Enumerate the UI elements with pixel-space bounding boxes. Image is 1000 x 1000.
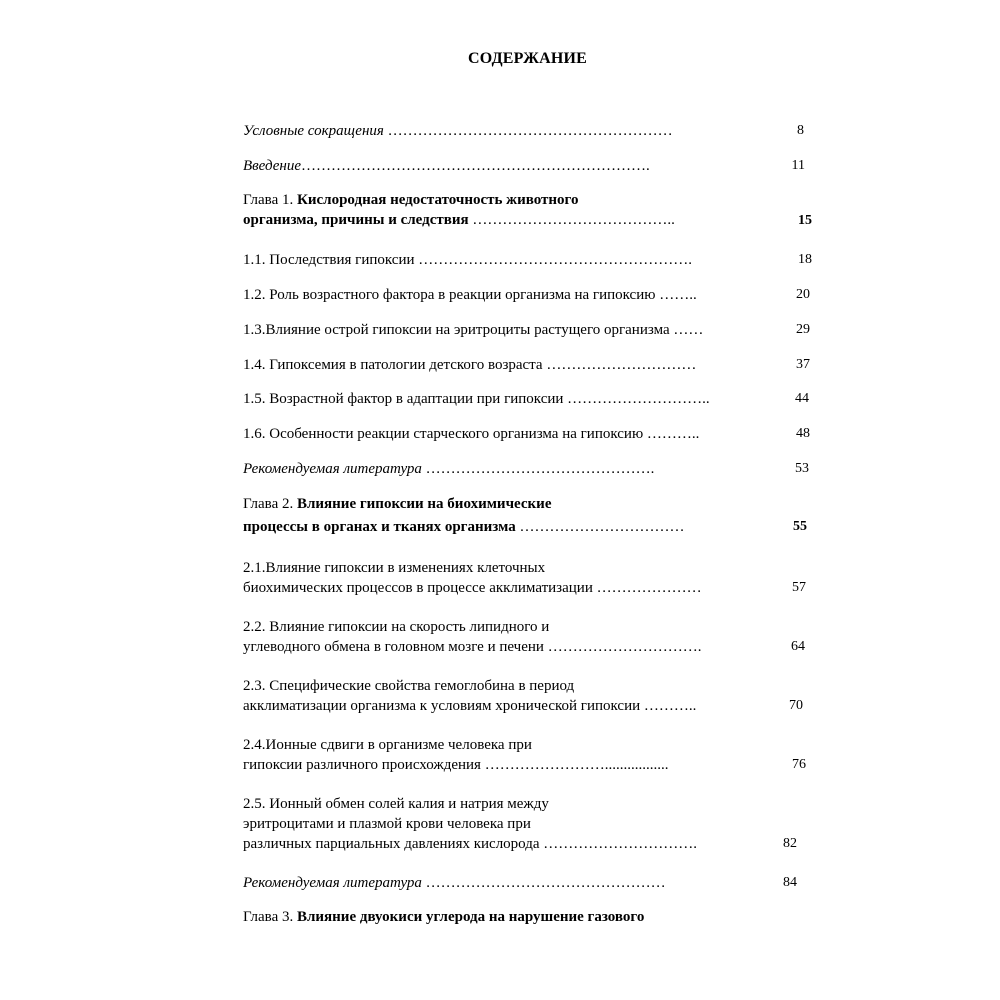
toc-entry-1-1 (243, 250, 692, 270)
toc-leader-dots: ………………………………………… (421, 875, 666, 891)
toc-entry-chapter-1 (243, 190, 675, 230)
toc-leader-dots: ………………………………………………. (414, 252, 692, 268)
toc-leader-dots: …………………………. (539, 836, 698, 852)
toc-entry-label-line-2: биохимических процессов в процессе акклиматизации (243, 580, 593, 596)
chapter-title-line-1: Кислородная недостаточность животного (296, 192, 579, 208)
toc-entry-1-3 (243, 320, 703, 340)
toc-entry-label: Рекомендуемая литература (243, 461, 422, 477)
toc-entry-label-line-1: 2.2. Влияние гипоксии на скорость липидного и (243, 619, 550, 635)
toc-entry-label-line-1: 2.3. Специфические свойства гемоглобина в период (243, 678, 575, 694)
toc-entry-label: 1.4. Гипоксемия в патологии детского возраста (243, 357, 543, 373)
toc-entry-label: 1.6. Особенности реакции старческого организма на гипоксию (243, 426, 644, 442)
toc-leader-dots: …………………………… (515, 519, 685, 535)
chapter-title-line-1: Влияние гипоксии на биохимические (296, 496, 552, 512)
toc-leader-dots: …….. (655, 287, 697, 303)
chapter-title-line-1: Влияние двуокиси углерода на нарушение газового (296, 909, 645, 925)
toc-entry-label-line-1: 2.5. Ионный обмен солей калия и натрия между (243, 796, 549, 812)
toc-leader-dots: ……….. (643, 426, 700, 442)
toc-page-number: 64 (791, 639, 805, 654)
toc-leader-dots: ……………………………………………………………. (301, 158, 650, 174)
toc-page-number: 20 (796, 287, 810, 302)
toc-entry-label: 1.5. Возрастной фактор в адаптации при гипоксии (243, 391, 564, 407)
toc-page-number: 48 (796, 426, 810, 441)
toc-entry-2-5 (243, 794, 697, 854)
toc-entry-label-line-1: 2.4.Ионные сдвиги в организме человека при (243, 737, 532, 753)
toc-leader-dots: ………………………………………. (421, 461, 655, 477)
toc-leader-dots: ………………………………………………… (383, 123, 673, 139)
toc-entry-2-2 (243, 617, 701, 657)
toc-leader-dots: ………………………………….. (468, 212, 675, 228)
toc-entry-label-line-2: акклиматизации организма к условиям хронической гипоксии (243, 698, 641, 714)
toc-entry-1-2 (243, 285, 697, 305)
toc-page-number: 37 (796, 357, 810, 372)
toc-page-number: 70 (789, 698, 803, 713)
toc-leader-dots: ………………………… (542, 357, 697, 373)
toc-page-number: 18 (798, 252, 812, 267)
toc-page-number: 55 (793, 519, 807, 534)
chapter-prefix: Глава 2. (243, 496, 297, 512)
toc-entry-label: Введение (243, 158, 301, 174)
toc-leader-dots: ………………… (592, 580, 702, 596)
toc-entry-2-3 (243, 676, 696, 716)
toc-leader-dots: …… (669, 322, 704, 338)
toc-entry-label-line-2: эритроцитами и плазмой крови человека при (243, 816, 531, 832)
page-title: СОДЕРЖАНИЕ (467, 50, 588, 67)
toc-page-number: 11 (791, 158, 805, 173)
toc-entry-label-line-2: углеводного обмена в головном мозге и печени (243, 639, 544, 655)
toc-entry-label: Условные сокращения (243, 123, 384, 139)
toc-entry-label: 1.1. Последствия гипоксии (243, 252, 415, 268)
toc-entry-label-line-2: гипоксии различного происхождения (243, 757, 481, 773)
toc-page-number: 82 (783, 836, 797, 851)
toc-entry-introduction (243, 156, 650, 176)
toc-entry-recommended-literature-2 (243, 873, 666, 893)
toc-entry-recommended-literature-1 (243, 459, 654, 479)
chapter-title-line-2: процессы в органах и тканях организма (243, 519, 516, 535)
chapter-prefix: Глава 1. (243, 192, 297, 208)
toc-entry-1-5 (243, 389, 710, 409)
toc-page-number: 53 (795, 461, 809, 476)
toc-entry-label-line-1: 2.1.Влияние гипоксии в изменениях клеточных (243, 560, 546, 576)
toc-entry-1-4 (243, 355, 696, 375)
toc-leader-dots: ……………………................. (480, 757, 669, 773)
toc-entry-label: Рекомендуемая литература (243, 875, 422, 891)
toc-leader-dots: …………………………. (543, 639, 702, 655)
toc-page-number: 8 (797, 123, 804, 138)
toc-entry-chapter-3 (243, 907, 644, 927)
toc-leader-dots: ……………………….. (563, 391, 710, 407)
toc-entry-label: 1.2. Роль возрастного фактора в реакции организма на гипоксию (243, 287, 656, 303)
toc-page-number: 15 (798, 213, 812, 228)
toc-page-number: 57 (792, 580, 806, 595)
toc-entry-2-1 (243, 558, 702, 598)
toc-leader-dots: ……….. (640, 698, 697, 714)
toc-entry-label-line-3: различных парциальных давлениях кислорода (243, 836, 540, 852)
toc-page-number: 44 (795, 391, 809, 406)
chapter-title-line-2: организма, причины и следствия (243, 212, 469, 228)
chapter-prefix: Глава 3. (243, 909, 297, 925)
toc-page-number: 84 (783, 875, 797, 890)
toc-entry-2-4 (243, 735, 668, 775)
toc-page-number: 76 (792, 757, 806, 772)
toc-page-number: 29 (796, 322, 810, 337)
toc-entry-1-6 (243, 424, 699, 444)
toc-entry-label: 1.3.Влияние острой гипоксии на эритроциты растущего организма (243, 322, 670, 338)
toc-entry-abbreviations (243, 121, 673, 141)
toc-entry-chapter-2 (243, 494, 684, 537)
